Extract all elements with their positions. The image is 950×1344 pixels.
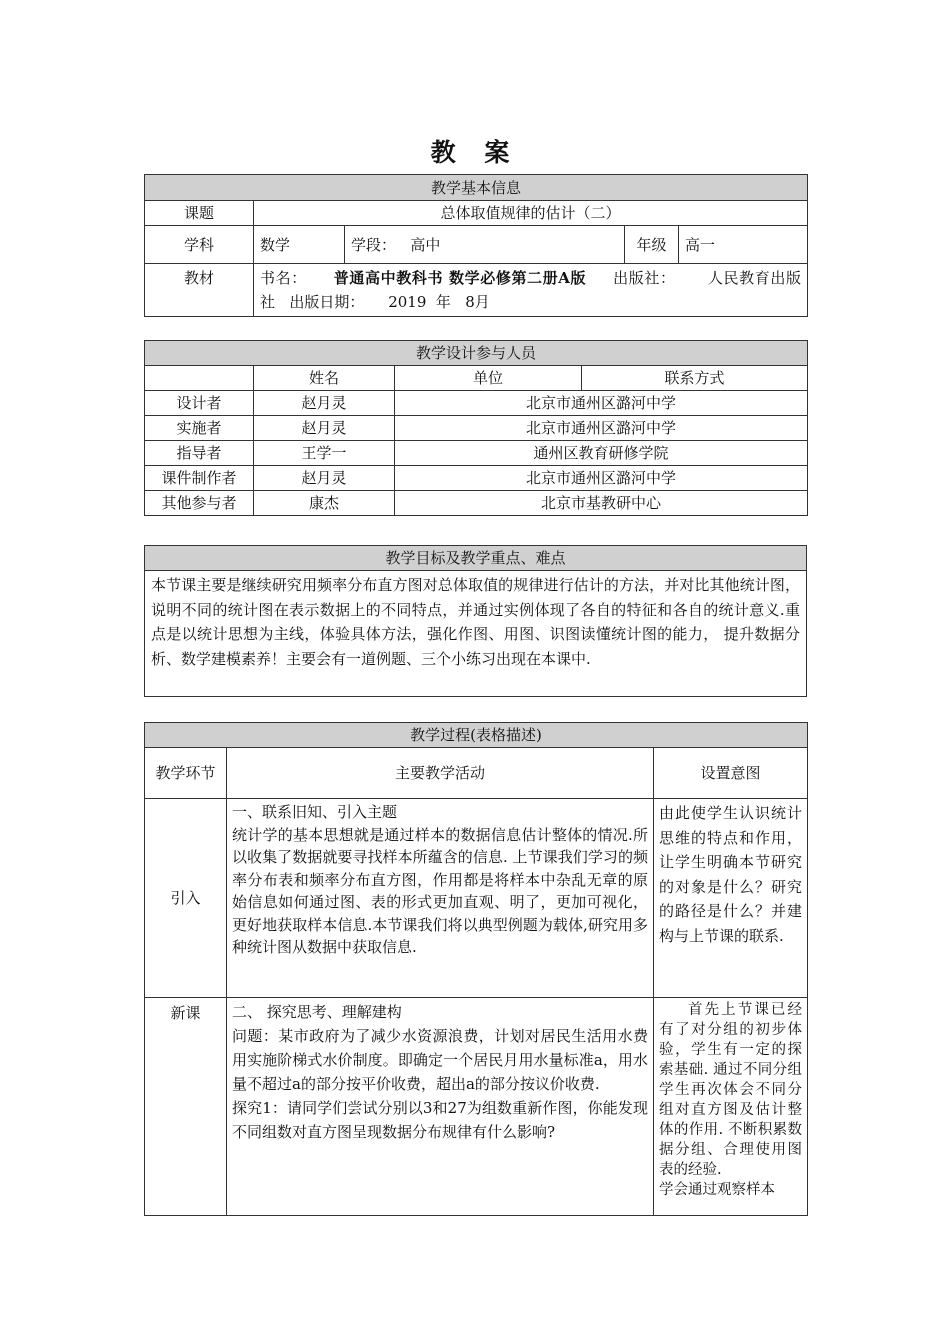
grade-value: 高一: [679, 226, 808, 264]
staff-corner: [145, 366, 254, 391]
stage-label: 学段：: [351, 235, 397, 254]
staff-unit: 北京市基教研中心: [395, 491, 808, 516]
activity-heading: 二、 探究思考、理解建构: [232, 1003, 402, 1021]
subject-label: 学科: [145, 226, 254, 264]
material-value: [254, 264, 808, 317]
process-table: [144, 722, 808, 1216]
topic-value: 总体取值规律的估计（二）: [254, 201, 808, 226]
goals-text: 本节课主要是继续研究用频率分布直方图对总体取值的规律进行估计的方法，并对比其他统计图，说明不同的统计图在表示数据上的不同特点，并通过实例体现了各自的特征和各自的统计意义.重点是以统计思想为主线，体验具体方法，强化作图、用图、识图读懂统计图的能力， 提升数据分析、数学建模素养！主要会有一道例题、三个小练习出现在本课中.: [145, 571, 807, 697]
stage-value: 高中: [410, 235, 441, 254]
intent-text-2: 学会通过观察样本: [659, 1182, 775, 1198]
staff-role: 其他参与者: [145, 491, 254, 516]
table-row: [145, 416, 808, 441]
basic-info-header: 教学基本信息: [145, 175, 808, 201]
activity-problem: 问题：某市政府为了减少水资源浪费，计划对居民生活用水费用实施阶梯式水价制度。即确定一个居民月用水量标准a，用水量不超过a的部分按平价收费，超出a的部分按议价收费.: [232, 1027, 648, 1093]
staff-name: 赵月灵: [254, 391, 395, 416]
book-label: 书名：: [260, 269, 307, 287]
table-row: [145, 466, 808, 491]
material-label: 教材: [145, 264, 254, 317]
table-row: [145, 998, 808, 1216]
staff-unit: 北京市通州区潞河中学: [395, 466, 808, 491]
staff-unit: 通州区教育研修学院: [395, 441, 808, 466]
activity-text: 统计学的基本思想就是通过样本的数据信息估计整体的情况.所以收集了数据就要寻找样本所蕴含的信息. 上节课我们学习的频率分布表和频率分布直方图，作用都是将样本中杂乱无章的原始信息如何通过图、表的形式更加直观、明了，更加可视化，更好地获取样本信息.本节课我们将以典型例题为载体,研究用多种统计图从数据中获取信息.: [232, 825, 648, 956]
year-unit: 年: [435, 293, 451, 311]
staff-table: [144, 340, 808, 516]
publisher-value: 人民教育出版社: [260, 269, 802, 311]
table-row: [145, 391, 808, 416]
staff-unit: 北京市通州区潞河中学: [395, 391, 808, 416]
col-unit: 单位: [395, 366, 582, 391]
col-stage: 教学环节: [145, 748, 227, 799]
staff-header: 教学设计参与人员: [145, 341, 808, 366]
staff-role: 实施者: [145, 416, 254, 441]
activity-heading: 一、联系旧知、引入主题: [232, 803, 398, 821]
grade-label: 年级: [625, 226, 679, 264]
basic-info-table: [144, 174, 808, 317]
table-row: [145, 491, 808, 516]
year-value: 2019: [388, 293, 427, 311]
intent-intro: 由此使学生认识统计思维的特点和作用，让学生明确本节研究的对象是什么？研究的路径是什么？并建构与上节课的联系.: [654, 799, 808, 998]
publisher-label: 出版社：: [613, 269, 676, 287]
subject-value: 数学: [254, 226, 345, 264]
page-title: 教 案: [430, 138, 520, 167]
staff-role: 指导者: [145, 441, 254, 466]
col-name: 姓名: [254, 366, 395, 391]
table-row: [145, 441, 808, 466]
staff-name: 王学一: [254, 441, 395, 466]
date-label: 出版日期：: [289, 293, 365, 311]
intent-text: 首先上节课已经有了对分组的初步体验，学生有一定的探索基础. 通过不同分组学生再次体会不同分组对直方图及估计整体的作用. 不断积累数据分组、合理使用图表的经验.: [659, 1002, 803, 1178]
goals-header: 教学目标及教学重点、难点: [145, 546, 807, 571]
goals-table: [144, 545, 807, 697]
col-intent: 设置意图: [654, 748, 808, 799]
activity-new: [227, 998, 654, 1216]
month-value: 8月: [465, 293, 490, 311]
col-activity: 主要教学活动: [227, 748, 654, 799]
staff-name: 赵月灵: [254, 466, 395, 491]
staff-role: 设计者: [145, 391, 254, 416]
process-header: 教学过程(表格描述): [145, 723, 808, 748]
book-title: 普通高中教科书 数学必修第二册A版: [333, 269, 587, 287]
activity-explore: 探究1：请同学们尝试分别以3和27为组数重新作图，你能发现不同组数对直方图呈现数据分布规律有什么影响?: [232, 1099, 648, 1141]
stage-cell: [345, 226, 625, 264]
stage-intro: 引入: [145, 799, 227, 998]
staff-role: 课件制作者: [145, 466, 254, 491]
stage-new: 新课: [145, 998, 227, 1216]
staff-name: 康杰: [254, 491, 395, 516]
col-contact: 联系方式: [582, 366, 808, 391]
intent-new: [654, 998, 808, 1216]
table-row: [145, 799, 808, 998]
topic-label: 课题: [145, 201, 254, 226]
activity-intro: [227, 799, 654, 998]
staff-name: 赵月灵: [254, 416, 395, 441]
staff-unit: 北京市通州区潞河中学: [395, 416, 808, 441]
